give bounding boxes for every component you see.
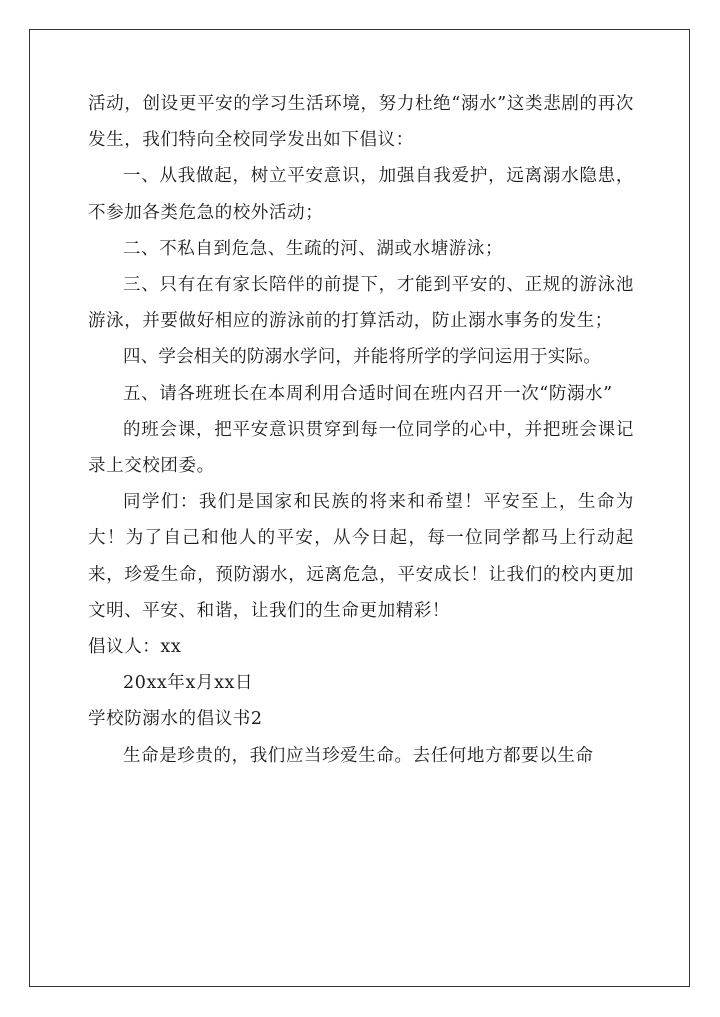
paragraph-item-5-continuation: 的班会课，把平安意识贯穿到每一位同学的心中，并把班会课记录上交校团委。 <box>88 419 634 477</box>
paragraph-appeal: 同学们：我们是国家和民族的将来和希望！平安至上，生命为大！为了自己和他人的平安，从今日起，每一位同学都马上行动起来，珍爱生命，预防溺水，远离危急，平安成长！让我们的校内更加文明、平安、和谐，让我们的生命更加精彩！ <box>88 492 634 621</box>
paragraph-intro-continuation: 活动，创设更平安的学习生活环境，努力杜绝“溺水”这类悲剧的再次发生，我们特向全校同学发出如下倡议： <box>88 94 634 151</box>
paragraph-item-4: 四、学会相关的防溺水学问，并能将所学的学问运用于实际。 <box>123 347 601 368</box>
paragraph-item-2: 二、不私自到危急、生疏的河、湖或水塘游泳； <box>123 238 504 259</box>
section-title: 学校防溺水的倡议书2 <box>88 709 263 730</box>
paragraph-item-3: 三、只有在有家长陪伴的前提下，才能到平安的、正规的游泳池游泳，并要做好相应的游泳前的打算活动，防止溺水事务的发生； <box>88 275 634 332</box>
paragraph-item-5: 五、请各班班长在本周利用合适时间在班内召开一次“防溺水” <box>123 383 613 404</box>
document-body <box>88 86 634 774</box>
paragraph-second-letter-start: 生命是珍贵的，我们应当珍爱生命。去任何地方都要以生命 <box>123 745 594 766</box>
paragraph-item-1: 一、从我做起，树立平安意识，加强自我爱护，远离溺水隐患，不参加各类危急的校外活动； <box>88 166 634 223</box>
signatory-line: 倡议人：xx <box>88 637 182 658</box>
date-line: 20xx年x月xx日 <box>123 673 254 694</box>
